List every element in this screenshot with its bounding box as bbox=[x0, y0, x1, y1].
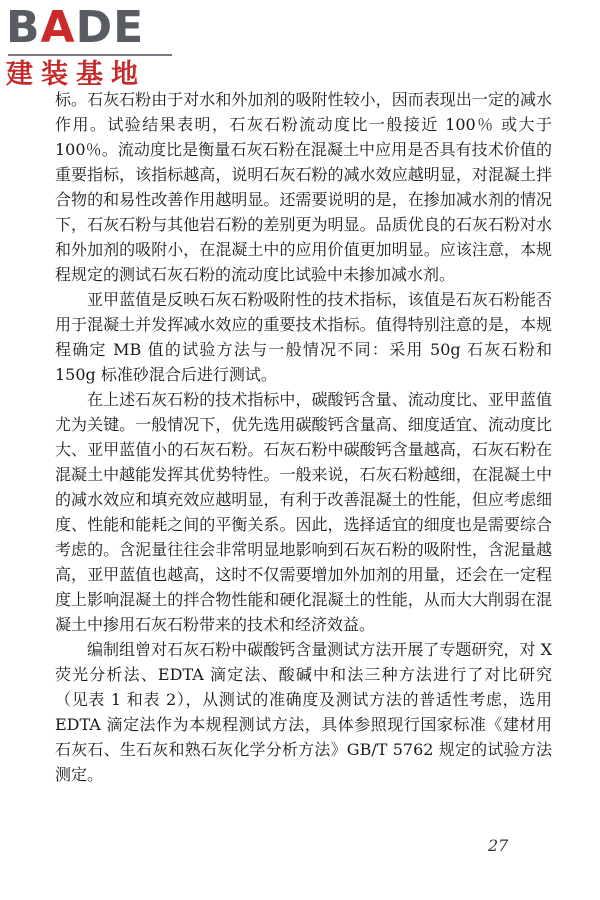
logo-divider bbox=[8, 54, 172, 56]
page-body bbox=[55, 87, 552, 787]
paragraph-3: 在上述石灰石粉的技术指标中，碳酸钙含量、流动度比、亚甲蓝值尤为关键。一般情况下，优先选用碳酸钙含量高、细度适宜、流动度比大、亚甲蓝值小的石灰石粉。石灰石粉中碳酸钙含量越高，石灰石粉在混凝土中越能发挥其优势特性。一般来说，石灰石粉越细，在混凝土中的减水效应和填充效应越明显，有利于改善混凝土的性能，但应考虑细度、性能和能耗之间的平衡关系。因此，选择适宜的细度也是需要综合考虑的。含泥量往往会非常明显地影响到石灰石粉的吸附性，含泥量越高，亚甲蓝值也越高，这时不仅需要增加外加剂的用量，还会在一定程度上影响混凝土的拌合物性能和硬化混凝土的性能，从而大大削弱在混凝土中掺用石灰石粉带来的技术和经济效益。 bbox=[55, 390, 552, 634]
paragraph-4: 编制组曾对石灰石粉中碳酸钙含量测试方法开展了专题研究，对 X 荧光分析法、EDTA 滴定法、酸碱中和法三种方法进行了对比研究（见表 1 和表 2），从测试的准确度及测试方法的普适性考虑，选用 EDTA 滴定法作为本规程测试方法，具体参照现行国家标准《建材用石灰石、生石灰和熟石灰化学分析方法》GB/T 5762 规定的试验方法测定。 bbox=[55, 640, 552, 784]
logo-chinese-name: 建装基地 bbox=[6, 59, 146, 90]
bade-logo bbox=[6, 4, 176, 92]
page-number: 27 bbox=[488, 836, 509, 855]
paragraph-1: 标。石灰石粉由于对水和外加剂的吸附性较小，因而表现出一定的减水作用。试验结果表明，石灰石粉流动度比一般接近 100％ 或大于 100％。流动度比是衡量石灰石粉在混凝土中应用是否具有技术价值的重要指标，该指标越高，说明石灰石粉的减水效应越明显，对混凝土拌合物的和易性改善作用越明显。还需要说明的是，在掺加减水剂的情况下，石灰石粉与其他岩石粉的差别更为明显。品质优良的石灰石粉对水和外加剂的吸附小，在混凝土中的应用价值更加明显。应该注意，本规程规定的测试石灰石粉的流动度比试验中未掺加减水剂。 bbox=[55, 90, 552, 284]
logo-wordmark: BADE bbox=[6, 2, 145, 53]
paragraph-2: 亚甲蓝值是反映石灰石粉吸附性的技术指标，该值是石灰石粉能否用于混凝土并发挥减水效应的重要技术指标。值得特别注意的是，本规程确定 MB 值的试验方法与一般情况不同：采用 50g 石灰石粉和 150g 标准砂混合后进行测试。 bbox=[55, 290, 552, 384]
